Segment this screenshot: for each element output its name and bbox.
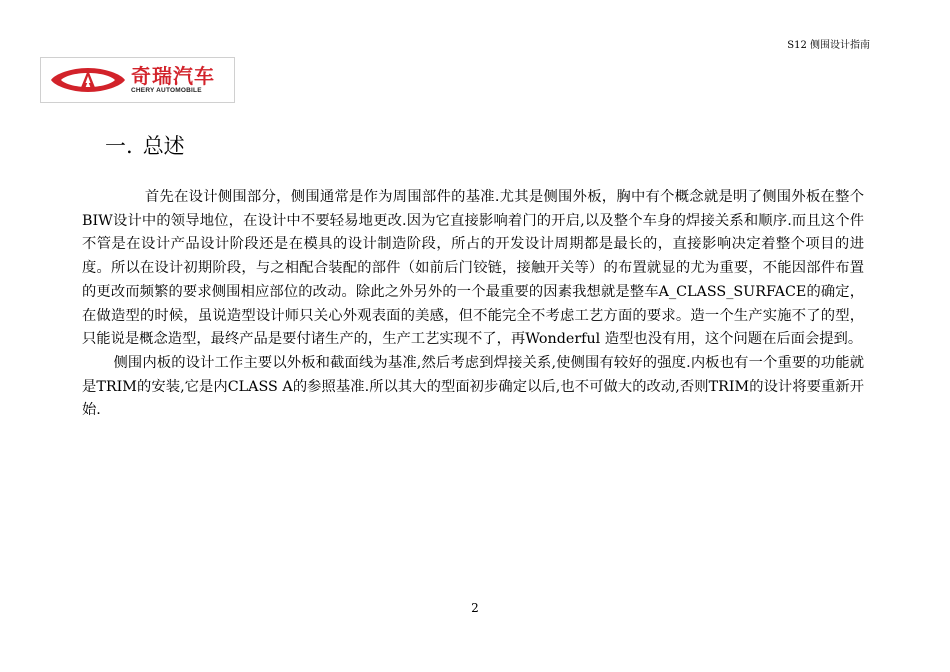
logo-name-cn: 奇瑞汽车 — [131, 64, 215, 88]
section-title-text: 总述 — [142, 134, 185, 158]
company-logo — [40, 57, 235, 103]
chery-emblem-icon — [49, 66, 127, 94]
section-heading — [105, 132, 185, 160]
paragraph-inner-panel: 侧围内板的设计工作主要以外板和截面线为基准,然后考虑到焊接关系,使侧围有较好的强度.内板也有一个重要的功能就是TRIM的安装,它是内CLASS A的参照基准.所以其大的型面初步确定以后,也不可做大的改动,否则TRIM的设计将要重新开始. — [82, 354, 864, 419]
body-text — [82, 186, 864, 423]
section-number: 一. — [105, 134, 133, 158]
running-header: S12 侧围设计指南 — [787, 40, 870, 51]
page-number: 2 — [471, 601, 479, 615]
paragraph-overview: 首先在设计侧围部分，侧围通常是作为周围部件的基准.尤其是侧围外板，胸中有个概念就是明了侧围外板在整个BIW设计中的领导地位，在设计中不要轻易地更改.因为它直接影响着门的开启,以及整个车身的焊接关系和顺序.而且这个件不管是在设计产品设计阶段还是在模具的设计制造阶段，所占的开发设计周期都是最长的，直接影响决定着整个项目的进度。所以在设计初期阶段，与之相配合装配的部件（如前后门铰链，接触开关等）的布置就显的尤为重要，不能因部件布置的更改而频繁的要求侧围相应部位的改动。除此之外另外的一个最重要的因素我想就是整车A_CLASS_SURFACE的确定，在做造型的时候，虽说造型设计师只关心外观表面的美感，但不能完全不考虑工艺方面的要求。造一个生产实施不了的型，只能说是概念造型，最终产品是要付诸生产的，生产工艺实现不了，再Wonderful 造型也没有用，这个问题在后面会提到。 — [82, 189, 864, 348]
logo-wordmark — [131, 65, 215, 95]
logo-name-en: CHERY AUTOMOBILE — [131, 87, 202, 94]
